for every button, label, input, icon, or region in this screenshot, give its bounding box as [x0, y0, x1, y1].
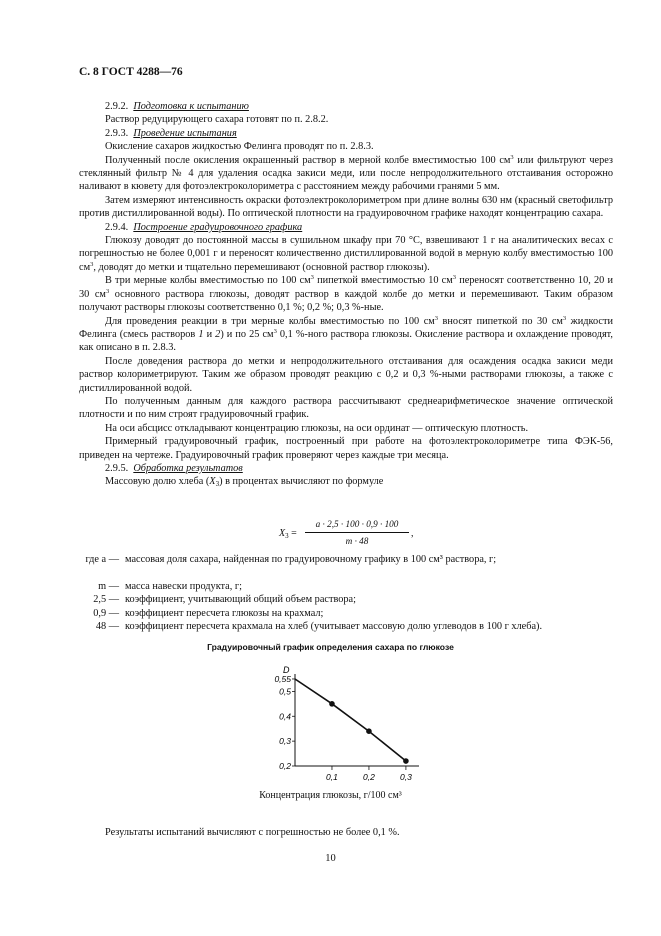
section-title: Подготовка к испытанию — [133, 101, 249, 112]
section-2-9-2-heading: 2.9.2. Подготовка к испытанию — [105, 101, 249, 112]
x-tick-label: 0,1 — [326, 772, 338, 782]
section-2-9-5-heading: 2.9.5. Обработка результатов — [105, 462, 243, 474]
paragraph: По полученным данным для каждого раствора рассчитывают среднеарифметическое значение оптической плотности и по ним строят градуировочный график. — [79, 395, 613, 421]
definition-row — [79, 593, 613, 606]
definition-text: коэффициент пересчета крахмала на хлеб (учитывает массовую долю углеводов в 100 г хлеба). — [125, 620, 543, 632]
definition-text: массовая доля сахара, найденная по градуировочному графику в 100 см³ раствора, г; — [125, 554, 497, 565]
section-title: Построение градуировочного графика — [133, 221, 303, 233]
definition-symbol: 2,5 — — [93, 594, 119, 606]
definition-symbol: где a — — [85, 554, 119, 565]
page-number: 10 — [325, 853, 336, 864]
calibration-line — [295, 679, 406, 761]
definition-text: масса навески продукта, г; — [125, 580, 242, 592]
definition-text: коэффициент пересчета глюкозы на крахмал; — [125, 607, 324, 619]
paragraph: Окисление сахаров жидкостью Фелинга проводят по п. 2.8.3. — [105, 141, 374, 153]
x-tick-label: 0,3 — [399, 772, 412, 782]
y-axis-title: D — [283, 665, 290, 675]
data-point — [366, 728, 372, 734]
section-title: Проведение испытания — [133, 127, 237, 139]
definition-symbol: 0,9 — — [93, 607, 119, 619]
chart-title: Градуировочный график определения сахара по глюкозе — [207, 642, 454, 652]
paragraph: Примерный градуировочный график, построенный при работе на фотоэлектроколориметре типа ФЭК-56, приведен на чертеже. Градуировочный график проверяют через каждые три месяца. — [79, 436, 613, 461]
definition-text: коэффициент, учитывающий общий объем раствора; — [125, 594, 356, 606]
y-tick-label: 0,55 — [274, 673, 291, 684]
formula-denominator: m · 48 — [345, 536, 369, 546]
section-2-9-3-heading: 2.9.3. Проведение испытания — [105, 127, 237, 139]
formula-numerator: a · 2,5 · 100 · 0,9 · 100 — [315, 519, 399, 529]
y-tick-label: 0,5 — [279, 686, 291, 697]
paragraph: Раствор редуцирующего сахара готовят по п. 2.8.2. — [105, 114, 329, 126]
paragraph: Полученный после окисления окрашенный раствор в мерной колбе вместимостью 100 $см^3$ или фильтруют через стеклянный фильтр № 4 для удаления осадка закиси меди, или после непродолжительного отстаивания осторожно наливают в кювету для фотоэлектроколориметра с расстоянием между рабочими гранями 5 мм. — [79, 153, 613, 193]
calibration-chart — [265, 660, 425, 788]
section-2-9-4-heading: 2.9.4. Построение градуировочного графика — [105, 221, 303, 233]
document-body — [79, 100, 613, 632]
result-note: Результаты испытаний вычисляют с погрешностью не более 0,1 %. — [105, 827, 400, 838]
data-point — [329, 701, 335, 707]
fraction-bar — [305, 532, 409, 533]
data-point — [403, 758, 409, 764]
paragraph: В три мерные колбы вместимостью по 100 $см^3$ пипеткой вместимостью 10 $см^3$ переносят соответственно 10, 20 и 30 $см^3$ основного раствора глюкозы, доводят раствор в каждой колбе до метки и перемешивают. Таким образом получают растворы глюкозы соответственно 0,1 %; 0,2 %; 0,3 %-ные. — [79, 274, 613, 314]
paragraph: Затем измеряют интенсивность окраски фотоэлектроколориметром при длине волны 630 нм (красный светофильтр против дистиллированной воды). По оптической плотности на градуировочном графике находят концентрацию сахара. — [79, 194, 613, 220]
definition-row — [79, 580, 613, 593]
chart-x-axis-label: Концентрация глюкозы, г/100 см³ — [259, 790, 402, 801]
x-tick-label: 0,2 — [363, 772, 375, 782]
formula: $X_3$ = a · 2,5 · 100 · 0,9 · 100 m · 48 , — [279, 519, 414, 546]
definition-row — [79, 607, 613, 620]
definition-row — [79, 553, 613, 580]
paragraph: На оси абсцисс откладывают концентрацию глюкозы, на оси ординат — оптическую плотность. — [105, 422, 529, 434]
page-header: С. 8 ГОСТ 4288—76 — [79, 66, 183, 78]
paragraph: Массовую долю хлеба $(X_3)$ в процентах вычисляют по формуле — [105, 476, 384, 489]
paragraph: Для проведения реакции в три мерные колбы вместимостью по 100 $см^3$ вносят пипеткой по 30 $см^3$ жидкости Фелинга (смесь растворов 1 и 2) и по 25 $см^3$ 0,1 %-ного раствора глюкозы. Окисление раствора и охлаждение проводят, как описано в п. 2.8.3. — [79, 314, 613, 354]
y-tick-label: 0,2 — [279, 761, 291, 771]
formula-fraction — [305, 518, 409, 548]
definition-symbol: 48 — — [95, 620, 119, 632]
paragraph: После доведения раствора до метки и непродолжительного отстаивания для осаждения осадка закиси меди раствор колориметрируют. Таким же образом проводят реакцию с 0,2 и 0,3 %-ными растворами глюкозы, а также с дистиллированной водой. — [79, 355, 613, 394]
y-tick-label: 0,4 — [279, 711, 291, 722]
paragraph: Глюкозу доводят до постоянной массы в сушильном шкафу при 70 °С, взвешивают 1 г на аналитических весах с погрешностью не более 0,001 г и переносят количественно дистиллированной водой в мерную колбу вместимостью 100 $см^3$, доводят до метки и тщательно перемешивают (основной раствор глюкозы). — [79, 235, 613, 273]
variable-definitions — [79, 553, 613, 647]
section-title: Обработка результатов — [133, 462, 243, 474]
formula-lhs: $X_3$ = — [279, 528, 297, 540]
definition-symbol: m — — [98, 580, 119, 592]
y-tick-label: 0,3 — [279, 736, 291, 747]
